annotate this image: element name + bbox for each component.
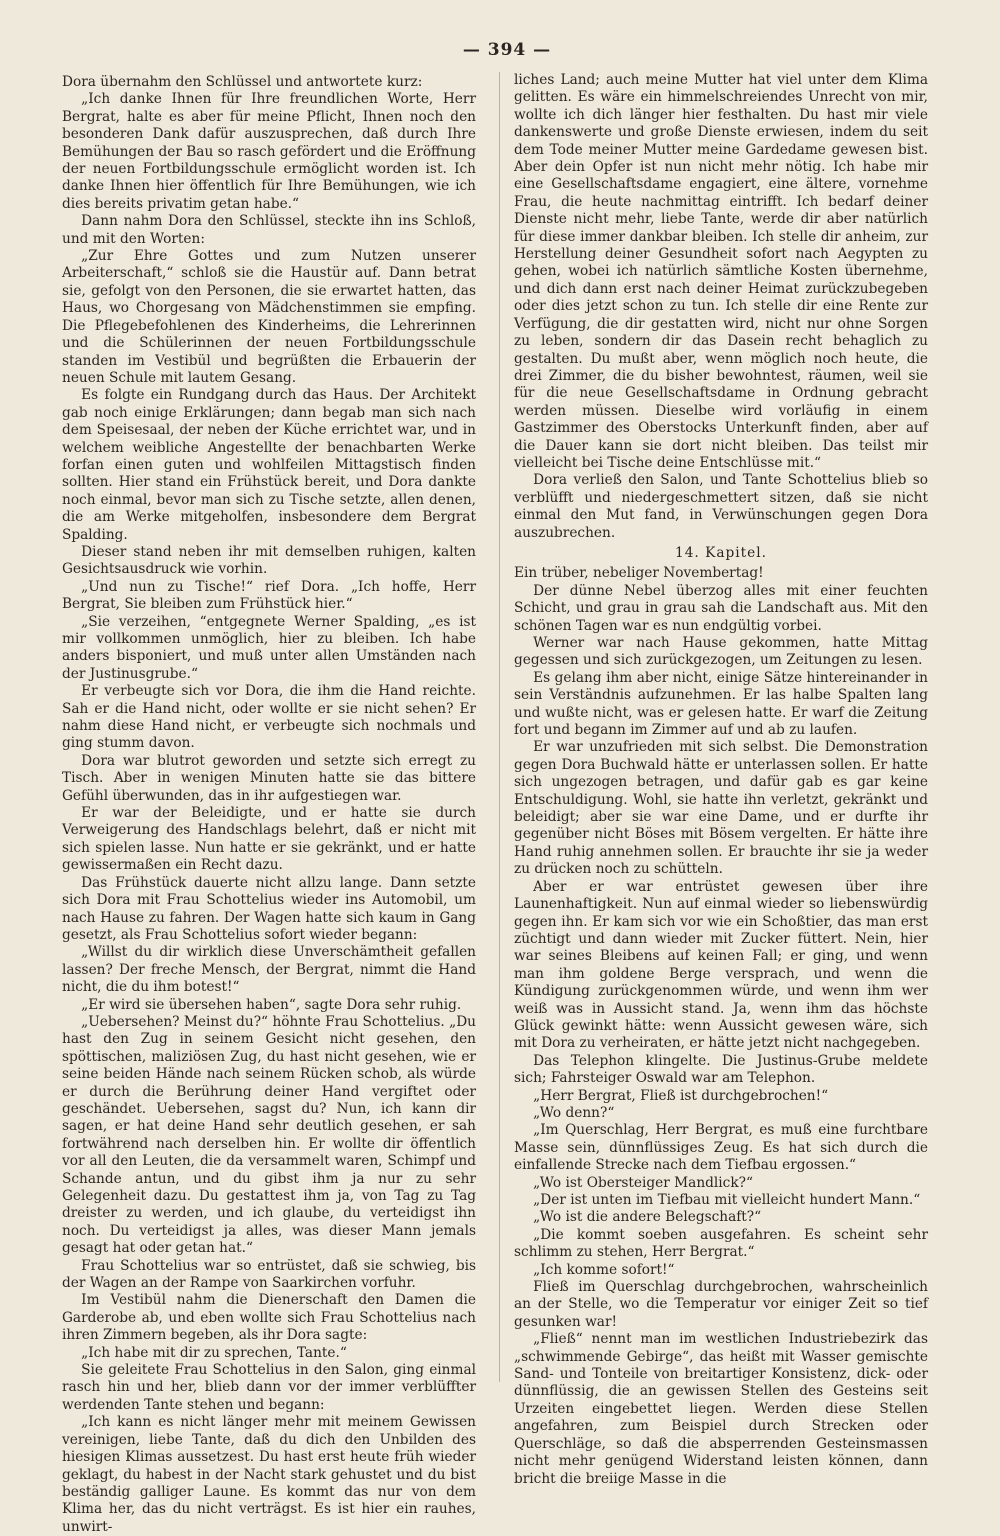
paragraph: „Willst du dir wirklich diese Unverschämtheit gefallen lassen? Der freche Mensch, der Bergrat, nimmt die Hand nicht, die du ihm botest!“ — [62, 944, 476, 996]
paragraph: „Uebersehen? Meinst du?“ höhnte Frau Schottelius. „Du hast den Zug in seinem Gesicht nicht gesehen, den spöttischen, maliziösen Zug, du hast nicht gesehen, wie er seine beiden Hände nach seinem Rücken schob, als würde er durch die Berührung deiner Hand vergiftet oder geschändet. Uebersehen, sagst du? Nun, ich kann dir sagen, er hat deine Hand sehr deutlich gesehen, er sah fortwährend nach derselben hin. Er wollte dir öffentlich vor all den Leuten, die da versammelt waren, Schimpf und Schande antun, und du gibst ihm ja nur zu sehr Gelegenheit dazu. Du gestattest ihm ja, von Tag zu Tag dreister zu werden, und ich glaube, du verteidigst ihn noch. Du verteidigst ja alles, was dieser Mann jemals gesagt hat oder getan hat.“ — [62, 1013, 476, 1257]
paragraph: Das Frühstück dauerte nicht allzu lange. Dann setzte sich Dora mit Frau Schottelius wieder ins Automobil, um nach Hause zu fahren. Der Wagen hatte sich kaum in Gang gesetzt, als Frau Schottelius sofort wieder begann: — [62, 874, 476, 943]
right-column — [514, 72, 928, 1487]
paragraph: „Ich kann es nicht länger mehr mit meinem Gewissen vereinigen, liebe Tante, daß du dich den Unbilden des hiesigen Klimas aussetzest. Du hast erst heute früh wieder geklagt, du habest in der Nacht stark gehustet und du bist beständig galliger Laune. Es kommt das nur von dem Klima her, das du nicht verträgst. Es ist hier ein rauhes, unwirt- — [62, 1414, 476, 1535]
paragraph: „Zur Ehre Gottes und zum Nutzen unserer Arbeiterschaft,“ schloß sie die Haustür auf. Dann betrat sie, gefolgt von den Personen, die sie erwartet hatten, das Haus, wo Chorgesang von Mädchenstimmen sie empfing. Die Pflegebefohlenen des Kinderheims, die Lehrerinnen und die Schülerinnen der neuen Fortbildungsschule standen im Vestibül und begrüßten die Erbauerin der neuen Schule mit lautem Gesang. — [62, 248, 476, 386]
paragraph: Fließ im Querschlag durchgebrochen, wahrscheinlich an der Stelle, wo die Temperatur vor einiger Zeit so tief gesunken war! — [514, 1279, 928, 1330]
paragraph: Sie geleitete Frau Schottelius in den Salon, ging einmal rasch hin und her, blieb dann vor der immer verblüffter werdenden Tante stehen und begann: — [62, 1362, 476, 1413]
paragraph: Ein trüber, nebeliger Novembertag! — [514, 565, 764, 582]
paragraph: Er verbeugte sich vor Dora, die ihm die Hand reichte. Sah er die Hand nicht, oder wollte er sie nicht sehen? Er nahm diese Hand nicht, er verbeugte sich nochmals und ging stumm davon. — [62, 683, 476, 752]
paragraph: Dieser stand neben ihr mit demselben ruhigen, kalten Gesichtsausdruck wie vorhin. — [62, 543, 476, 578]
paragraph: Es gelang ihm aber nicht, einige Sätze hintereinander in sein Verständnis aufzunehmen. Er las halbe Spalten lang und wußte nicht, was er gelesen hatte. Er warf die Zeitung fort und begann im Zimmer auf und ab zu laufen. — [514, 669, 928, 739]
paragraph: Frau Schottelius war so entrüstet, daß sie schwieg, bis der Wagen an der Rampe von Saarkirchen vorfuhr. — [62, 1257, 476, 1292]
chapter-heading: 14. Kapitel. — [675, 544, 767, 561]
paragraph: „Wo ist die andere Belegschaft?“ — [533, 1209, 762, 1226]
paragraph: Dann nahm Dora den Schlüssel, steckte ihn ins Schloß, und mit den Worten: — [62, 213, 476, 247]
paragraph: „Der ist unten im Tiefbau mit vielleicht hundert Mann.“ — [533, 1192, 921, 1208]
paragraph: Aber er war entrüstet gewesen über ihre Launenhaftigkeit. Nun auf einmal wieder so liebenswürdig gegen ihn. Er kam sich vor wie ein Schoßtier, das man erst züchtigt und dann wieder mit Zucker füttert. Nein, hier war seines Bleibens auf keinen Fall; er ging, und wenn man ihm goldene Berge versprach, und wenn die Kündigung zurückgenommen würde, und wenn ihm wer weiß was in Aussicht stand. Ja, wenn ihm das höchste Glück gewinkt hätte: wenn Aussicht gewesen wäre, sich mit Dora zu verheiraten, er hätte jetzt nicht nachgegeben. — [514, 878, 928, 1052]
paragraph: Der dünne Nebel überzog alles mit einer feuchten Schicht, und grau in grau sah die Landschaft aus. Mit den schönen Tagen war es nun endgültig vorbei. — [514, 582, 928, 634]
paragraph: Dora übernahm den Schlüssel und antwortete kurz: — [62, 74, 423, 90]
paragraph: Dora war blutrot geworden und setzte sich erregt zu Tisch. Aber in wenigen Minuten hatte sie das bittere Gefühl überwunden, das in ihr aufgestiegen war. — [62, 752, 476, 804]
left-column — [62, 74, 476, 1535]
paragraph: „Ich danke Ihnen für Ihre freundlichen Worte, Herr Bergrat, halte es aber für meine Pflicht, Ihnen noch den besonderen Dank dafür auszusprechen, daß durch Ihre Bemühungen der Bau so rasch gefördert und die Eröffnung der neuen Fortbildungsschule ermöglicht worden ist. Ich danke Ihnen hier öffentlich für Ihre Bemühungen, wie ich dies bereits privatim getan habe.“ — [62, 91, 476, 212]
paragraph: Es folgte ein Rundgang durch das Haus. Der Architekt gab noch einige Erklärungen; dann begab man sich nach dem Speisesaal, der neben der Küche errichtet war, und in welchem weibliche Angestellte der benachbarten Werke forfan einen guten und wohlfeilen Mittagstisch finden sollten. Hier stand ein Frühstück bereit, und Dora dankte noch einmal, bevor man sich zu Tische setzte, allen denen, die am Werke mitgeholfen, insbesondere dem Bergrat Spalding. — [62, 387, 476, 543]
paragraph: liches Land; auch meine Mutter hat viel unter dem Klima gelitten. Es wäre ein himmelschreiendes Unrecht von mir, wollte ich dich länger hier festhalten. Du hast mir viele dankenswerte und große Dienste erwiesen, indem du seit dem Tode meiner Mutter meine Gardedame gewesen bist. Aber dein Opfer ist nun nicht mehr nötig. Ich habe mir eine Gesellschaftsdame engagiert, eine ältere, vornehme Frau, die heute nachmittag eintrifft. Ich bedarf deiner Dienste nicht mehr, liebe Tante, werde dir aber natürlich für diese immer dankbar bleiben. Ich stelle dir anheim, zur Herstellung deiner Gesundheit sofort nach Aegypten zu gehen, wobei ich natürlich sämtliche Kosten übernehme, und dich dann erst nach deiner Heimat zurückzubegeben oder dies jetzt schon zu tun. Ich stelle dir eine Rente zur Verfügung, die dir gestatten wird, nicht nur ohne Sorgen zu leben, sondern dir das Dasein recht behaglich zu gestalten. Du mußt aber, wenn möglich noch heute, die drei Zimmer, die du bisher bewohntest, räumen, weil sie für die neue Gesellschaftsdame in Ordnung gebracht werden müssen. Dieselbe wird vorläufig in einem Gastzimmer des Oberstocks Unterkunft finden, aber auf die Dauer kann sie dort nicht bleiben. Das teilst mir vielleicht bei Tische deine Entschlüsse mit.“ — [514, 72, 928, 471]
paragraph: „Wo ist Obersteiger Mandlick?“ — [533, 1174, 753, 1191]
paragraph: „Er wird sie übersehen haben“, sagte Dora sehr ruhig. — [81, 996, 462, 1013]
paragraph: Dora verließ den Salon, und Tante Schottelius blieb so verblüfft und niedergeschmettert sitzen, daß sie nicht einmal den Mut fand, in Verwünschungen gegen Dora auszubrechen. — [514, 472, 928, 541]
paragraph: „Herr Bergrat, Fließ ist durchgebrochen!“ — [533, 1087, 829, 1104]
paragraph: „Ich habe mit dir zu sprechen, Tante.“ — [81, 1344, 347, 1361]
paragraph: „Die kommt soeben ausgefahren. Es scheint sehr schlimm zu stehen, Herr Bergrat.“ — [514, 1226, 928, 1261]
paragraph: „Und nun zu Tische!“ rief Dora. „Ich hoffe, Herr Bergrat, Sie bleiben zum Frühstück hier.“ — [62, 578, 476, 613]
paragraph: Er war unzufrieden mit sich selbst. Die Demonstration gegen Dora Buchwald hätte er unterlassen sollen. Er hatte sich ungezogen betragen, und dafür gab es gar keine Entschuldigung. Wohl, sie hatte ihn verletzt, gekränkt und beleidigt; aber sie war eine Dame, und er durfte ihr gegenüber nicht Böses mit Bösem vergelten. Er hätte ihre Hand ruhig annehmen sollen. Er brauchte ihr sie ja weder zu drücken noch zu schütteln. — [514, 739, 928, 878]
paragraph: „Im Querschlag, Herr Bergrat, es muß eine furchtbare Masse sein, dünnflüssiges Zeug. Es hat sich durch die einfallende Strecke nach dem Tiefbau ergossen.“ — [514, 1122, 928, 1174]
paragraph: Er war der Beleidigte, und er hatte sie durch Verweigerung des Handschlags belehrt, daß er nicht mit sich spielen lasse. Nun hatte er sie gekränkt, und er hatte gewissermaßen ein Recht dazu. — [62, 805, 476, 874]
paragraph: „Fließ“ nennt man im westlichen Industriebezirk das „schwimmende Gebirge“, das heißt mit Wasser gemischte Sand- und Tonteile von breitartiger Konsistenz, dick- oder dünnflüssig, die an gewissen Stellen des Gesteins seit Urzeiten eingebettet liegen. Werden diese Stellen angefahren, zum Beispiel durch Strecken oder Querschläge, so daß die absperrenden Gesteinsmassen nicht mehr genügend Widerstand leisten können, dann bricht die breiige Masse in die — [514, 1331, 928, 1487]
paragraph: „Sie verzeihen, “entgegnete Werner Spalding, „es ist mir vollkommen unmöglich, hier zu bleiben. Ich habe anders bisponiert, und muß unter allen Umständen nach der Justinusgrube.“ — [62, 613, 476, 682]
paragraph: Werner war nach Hause gekommen, hatte Mittag gegessen und sich zurückgezogen, um Zeitungen zu lesen. — [514, 635, 928, 669]
page-number: — 394 — — [462, 40, 552, 60]
paragraph: Das Telephon klingelte. Die Justinus-Grube meldete sich; Fahrsteiger Oswald war am Telephon. — [514, 1052, 928, 1087]
column-divider — [499, 72, 500, 1382]
paragraph: Im Vestibül nahm die Dienerschaft den Damen die Garderobe ab, und eben wollte sich Frau Schottelius nach ihren Zimmern begeben, als ihr Dora sagte: — [62, 1292, 476, 1344]
paragraph: „Ich komme sofort!“ — [533, 1261, 675, 1278]
paragraph: „Wo denn?“ — [533, 1104, 615, 1121]
